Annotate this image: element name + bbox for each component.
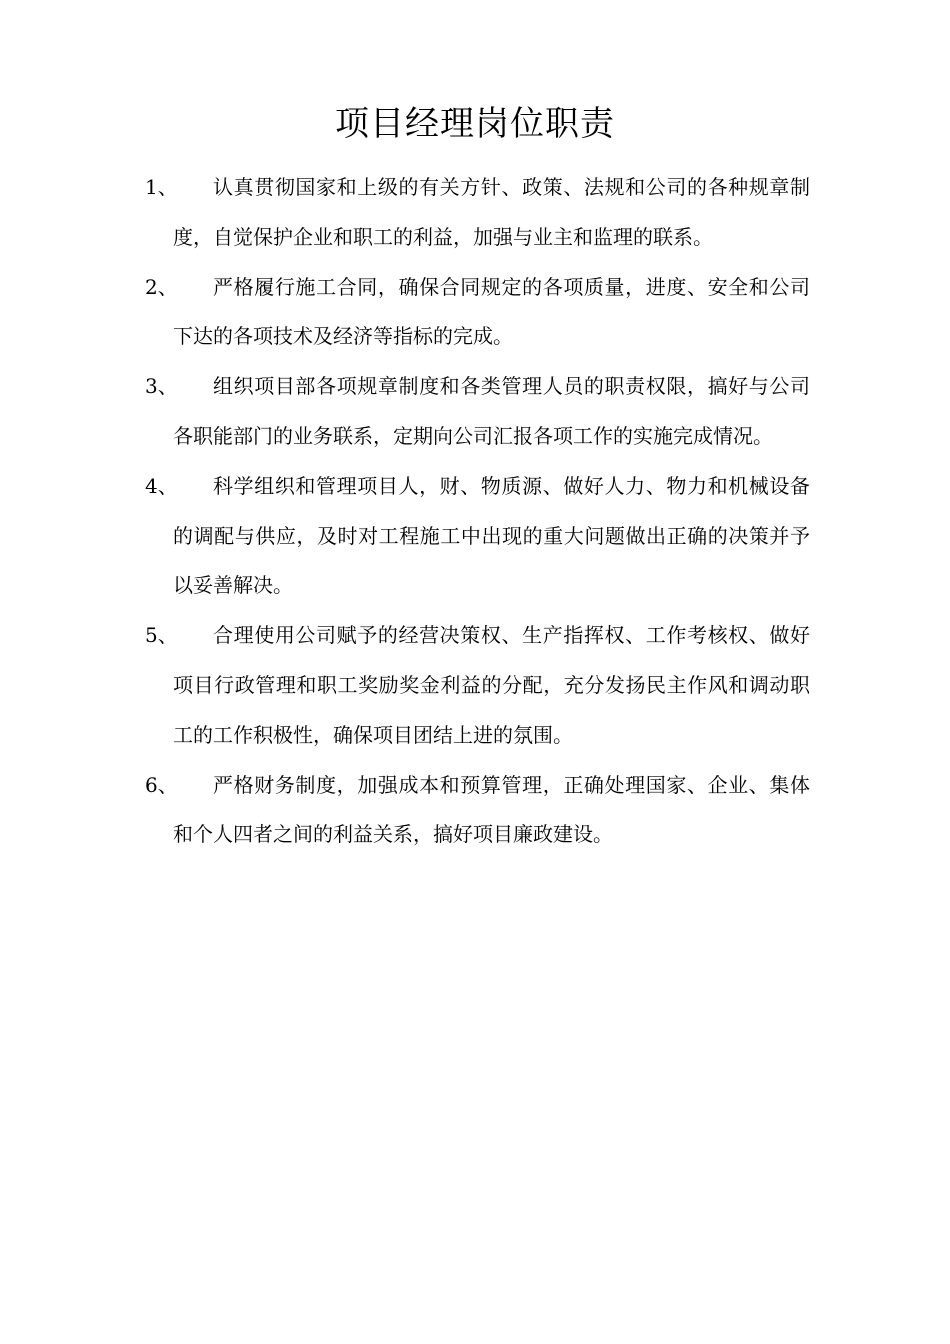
list-item — [145, 611, 810, 760]
item-text: 组织项目部各项规章制度和各类管理人员的职责权限，搞好与公司各职能部门的业务联系，定期向公司汇报各项工作的实施完成情况。 — [173, 374, 810, 448]
item-text: 严格财务制度，加强成本和预算管理，正确处理国家、企业、集体和个人四者之间的利益关系，搞好项目廉政建设。 — [173, 772, 810, 847]
item-text: 合理使用公司赋予的经营决策权、生产指挥权、工作考核权、做好项目行政管理和职工奖励奖金利益的分配，充分发扬民主作风和调动职工的工作积极性，确保项目团结上进的氛围。 — [173, 623, 810, 747]
list-item — [145, 761, 810, 861]
item-number: 1、 — [145, 175, 178, 199]
item-number: 6、 — [145, 772, 178, 797]
page-title: 项目经理岗位职责 — [335, 104, 615, 144]
item-text: 严格履行施工合同，确保合同规定的各项质量，进度、安全和公司下达的各项技术及经济等指标的完成。 — [173, 274, 810, 349]
list-item — [145, 362, 810, 462]
item-text: 认真贯彻国家和上级的有关方针、政策、法规和公司的各种规章制度，自觉保护企业和职工的利益，加强与业主和监理的联系。 — [173, 175, 810, 249]
list-item — [145, 462, 810, 611]
item-number: 3、 — [145, 374, 178, 399]
list-item — [145, 263, 810, 363]
list-item — [145, 163, 810, 263]
item-number: 4、 — [145, 473, 178, 498]
duty-list — [145, 163, 810, 860]
item-number: 2、 — [145, 274, 178, 299]
item-text: 科学组织和管理项目人，财、物质源、做好人力、物力和机械设备的调配与供应，及时对工程施工中出现的重大问题做出正确的决策并予以妥善解决。 — [173, 473, 810, 598]
item-number: 5、 — [145, 623, 178, 648]
